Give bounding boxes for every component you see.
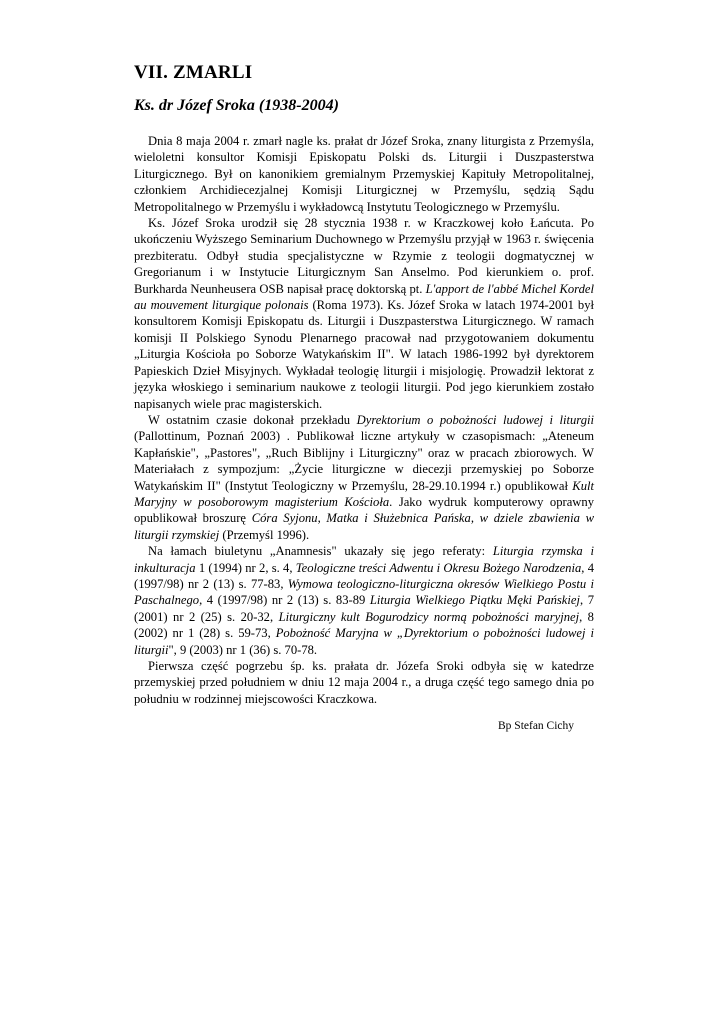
italic-title: Liturgia rzymska i inkulturacja	[134, 544, 594, 575]
italic-title: Liturgiczny kult Bogurodzicy normą pobożności maryjnej	[278, 609, 580, 624]
text-segment: , 7 (2001) nr 2 (25) s. 20-32,	[134, 593, 595, 624]
text-segment: , 8 (2002) nr 1 (28) s. 59-73,	[134, 609, 594, 641]
italic-title: Dyrektorium o pobożności ludowej i liturgii	[356, 412, 595, 427]
text-segment: Dnia 8 maja 2004 r. zmarł nagle ks. prałat dr Józef Sroka, znany liturgista z Przemyśla, wieloletni konsultor Komisji Episkopatu Polski ds. Liturgii i Duszpasterstwa Liturgicznego. Był on kanonikiem gremialnym Przemyskiej Kapituły Metropolitalnej, członkiem Archidiecezjalnej Komisji Liturgicznej w Przemyślu, sędzią Sądu Metropolitalnego w Przemyślu i wykładowcą Instytutu Teologicznego w Przemyślu.	[134, 134, 594, 214]
article-title: Ks. dr Józef Sroka (1938-2004)	[134, 97, 339, 114]
text-segment: , 4 (1997/98) nr 2 (13) s. 77-83,	[134, 560, 594, 591]
article-body	[134, 133, 594, 707]
text-segment: W ostatnim czasie dokonał przekładu	[148, 412, 357, 427]
section-heading: VII. ZMARLI	[134, 62, 253, 83]
italic-title: Pobożność Maryjna w „Dyrektorium o pobożności ludowej i liturgii	[134, 626, 594, 657]
paragraph	[134, 543, 594, 658]
paragraph	[134, 412, 594, 543]
text-segment: ", 9 (2003) nr 1 (36) s. 70-78.	[168, 642, 318, 657]
italic-title: Córa Syjonu, Matka i Służebnica Pańska, w dziele zbawienia w liturgii rzymskiej	[134, 511, 594, 542]
text-segment: Pierwsza część pogrzebu śp. ks. prałata dr. Józefa Sroki odbyła się w katedrze przemyskiej przed południem w dniu 12 maja 2004 r., a druga część tego samego dnia po południu w rodzinnej miejscowości Kraczkowa.	[134, 659, 594, 706]
text-segment: 1 (1994) nr 2, s. 4,	[195, 560, 296, 575]
text-segment: Ks. Józef Sroka urodził się 28 stycznia 1938 r. w Kraczkowej koło Łańcuta. Po ukończeniu Wyższego Seminarium Duchownego w Przemyślu przyjął w 1963 r. święcenia prezbiteratu. Odbył studia specjalistyczne w Rzymie z teologii dogmatycznej w Gregorianum i w Instytucie Liturgicznym San Anselmo. Pod kierunkiem o. prof. Burkharda Neunheusera OSB napisał pracę doktorską pt.	[134, 216, 594, 296]
italic-title: Wymowa teologiczno-liturgiczna okresów Wielkiego Postu i Paschalnego	[134, 576, 594, 608]
text-segment: (Roma 1973). Ks. Józef Sroka w latach 1974-2001 był konsultorem Komisji Episkopatu ds. Liturgii i Duszpasterstwa Liturgicznego. W ramach komisji II Polskiego Synodu Plenarnego pracował nad przygotowaniem dokumentu „Liturgia Kościoła po Soborze Watykańskim II". W latach 1986-1992 był dyrektorem Papieskich Dzieł Misyjnych. Wykładał teologię liturgii i misjologię. Prowadził lektorat z języka włoskiego i seminarium naukowe z teologii liturgii. Pod jego kierunkiem zostało napisanych wiele prac magisterskich.	[134, 298, 594, 411]
italic-title: Teologiczne treści Adwentu i Okresu Bożego Narodzenia	[295, 560, 582, 575]
italic-title: Liturgia Wielkiego Piątku Męki Pańskiej	[369, 593, 580, 608]
text-segment: . Jako wydruk komputerowy oprawny opublikował broszurę	[134, 494, 594, 526]
text-segment: Na łamach biuletynu „Anamnesis" ukazały się jego referaty:	[148, 544, 493, 559]
text-segment: , 4 (1997/98) nr 2 (13) s. 83-89	[199, 593, 370, 608]
italic-title: L'apport de l'abbé Michel Kordel au mouvement liturgique polonais	[134, 281, 594, 313]
paragraph	[134, 133, 594, 215]
italic-title: Kult Maryjny w posoborowym magisterium Kościoła	[134, 478, 594, 509]
text-segment: (Przemyśl 1996).	[219, 527, 310, 542]
paragraph	[134, 658, 594, 707]
paragraph	[134, 215, 594, 412]
signature: Bp Stefan Cichy	[498, 720, 575, 732]
text-segment: (Pallottinum, Poznań 2003) . Publikował liczne artykuły w czasopismach: „Ateneum Kapłańskie", „Pastores", „Ruch Biblijny i Liturgiczny" oraz w pracach zbiorowych. W Materiałach z sympozjum: „Życie liturgiczne w diecezji przemyskiej po Soborze Watykańskim II" (Instytut Teologiczny w Przemyślu, 28-29.10.1994 r.) opublikował	[134, 429, 594, 493]
